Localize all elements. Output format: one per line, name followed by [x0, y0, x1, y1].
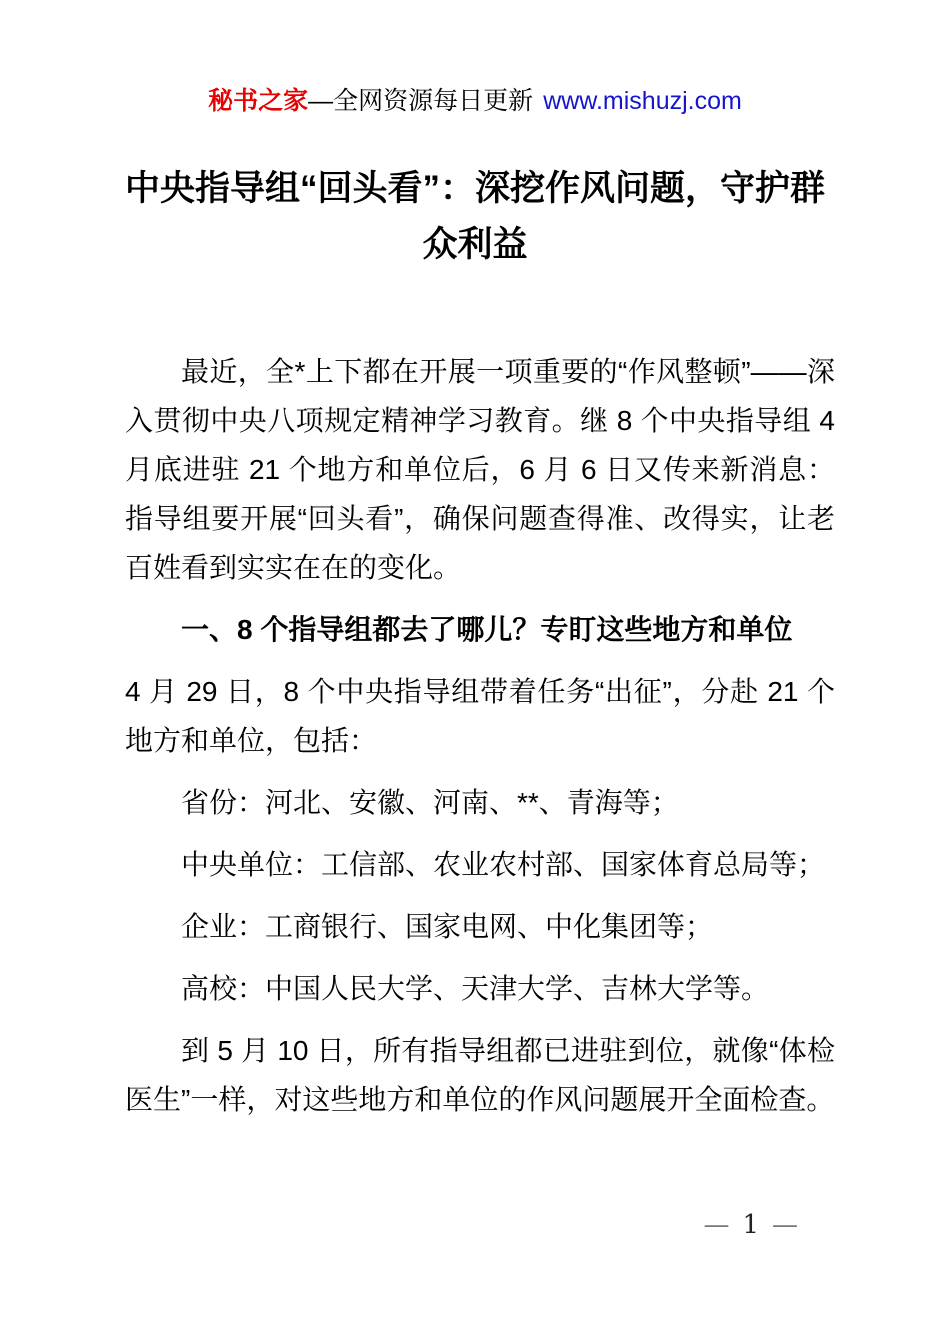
paragraph-dispatch: 4 月 29 日，8 个中央指导组带着任务“出征”，分赴 21 个地方和单位，包括：	[125, 676, 835, 757]
site-url-link[interactable]: www.mishuzj.com	[543, 87, 742, 115]
section-heading-1: 一、8 个指导组都去了哪儿？专盯这些地方和单位	[181, 614, 793, 646]
site-tagline: —全网资源每日更新	[308, 87, 534, 115]
page-footer	[703, 1210, 798, 1240]
page-number: 1	[742, 1210, 759, 1240]
paragraph-intro: 最近，全*上下都在开展一项重要的“作风整顿”——深入贯彻中央八项规定精神学习教育。继 8 个中央指导组 4 月底进驻 21 个地方和单位后，6 月 6 日又传来新消息：指导组要开展“回头看”，确保问题查得准、改得实，让老百姓看到实实在在的变化。	[125, 356, 835, 584]
paragraph-inspection: 到 5 月 10 日，所有指导组都已进驻到位，就像“体检医生”一样，对这些地方和单位的作风问题展开全面检查。	[125, 1035, 835, 1116]
doc-body	[125, 347, 835, 1124]
site-header	[0, 0, 950, 117]
site-brand: 秘书之家	[208, 87, 309, 115]
list-item-provinces: 省份：河北、安徽、河南、**、青海等；	[181, 787, 679, 819]
list-item-central-units: 中央单位：工信部、农业农村部、国家体育总局等；	[181, 849, 826, 881]
list-item-universities: 高校：中国人民大学、天津大学、吉林大学等。	[181, 973, 770, 1005]
page-number-dash-right: —	[772, 1210, 798, 1240]
page-number-dash-left: —	[703, 1210, 730, 1240]
doc-title: 中央指导组“回头看”：深挖作风问题，守护群众利益	[124, 169, 825, 265]
list-item-enterprises: 企业：工商银行、国家电网、中化集团等；	[181, 911, 714, 943]
